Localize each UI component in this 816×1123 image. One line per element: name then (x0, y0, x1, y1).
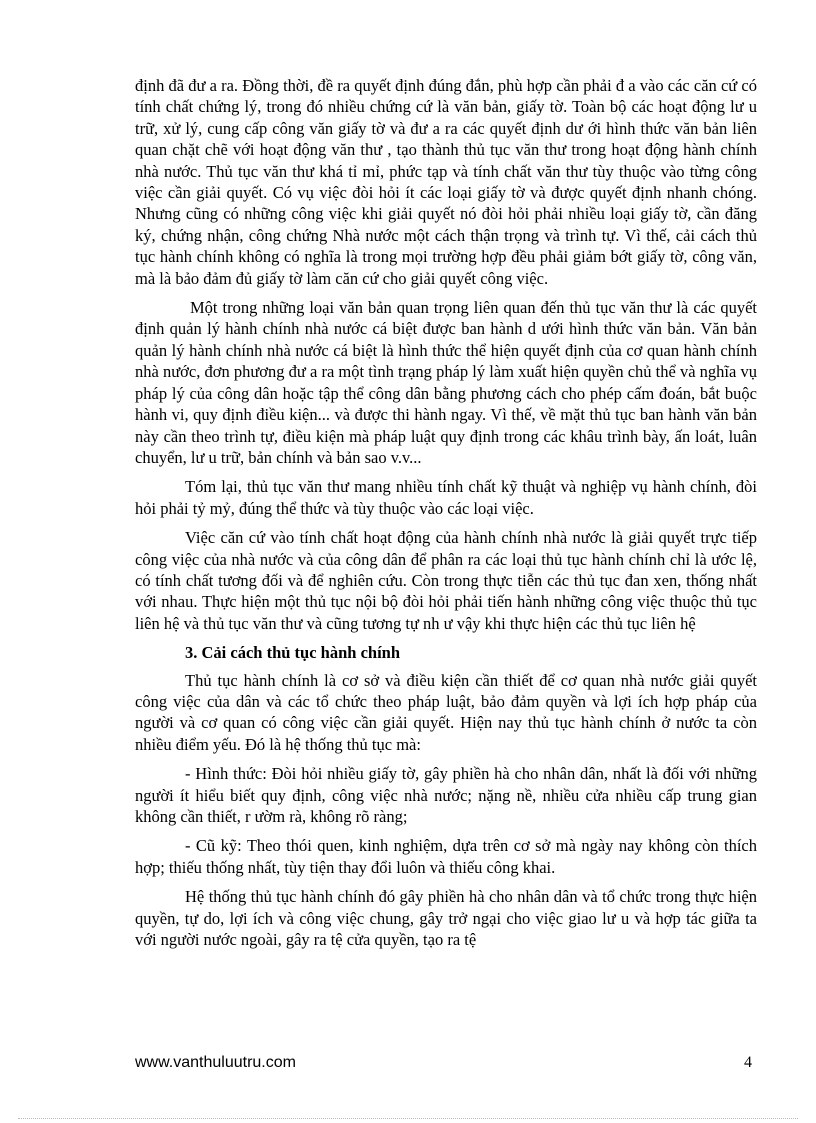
section-heading: 3. Cải cách thủ tục hành chính (185, 643, 401, 663)
paragraph-6: - Hình thức: Đòi hỏi nhiều giấy tờ, gây phiền hà cho nhân dân, nhất là đối với những người ít hiểu biết quy định, công việc nhà nước; nặng nề, nhiều cửa nhiều cấp trung gian không cần thiết, r ườm rà, không rõ ràng; (135, 764, 757, 826)
document-body (135, 75, 757, 958)
footer-website-link[interactable]: www.vanthuluutru.com (135, 1054, 296, 1071)
paragraph-3: Tóm lại, thủ tục văn thư mang nhiều tính chất kỹ thuật và nghiệp vụ hành chính, đòi hỏi phải tỷ mỷ, đúng thể thức và tùy thuộc vào các loại việc. (135, 477, 757, 518)
paragraph-1: định đã đư a ra. Đồng thời, đề ra quyết định đúng đắn, phù hợp cần phải đ a vào các căn cứ có tính chất chứng lý, trong đó nhiều chứng cứ là văn bản, giấy tờ. Toàn bộ các hoạt động lư u trữ, xử lý, cung cấp công văn giấy tờ và đư a ra các quyết định dư ới hình thức văn bản liên quan chặt chẽ với hoạt động văn thư , tạo thành thủ tục văn thư trong hoạt động hành chính nhà nước. Thủ tục văn thư khá tỉ mỉ, phức tạp và tính chất văn thư tùy thuộc vào từng công việc cần giải quyết. Có vụ việc đòi hỏi ít các loại giấy tờ và được quyết định nhanh chóng. Nhưng cũng có những công việc khi giải quyết nó đòi hỏi phải nhiều loại giấy tờ, cần đăng ký, chứng nhận, công chứng Nhà nước một cách thận trọng và trình tự. Vì thế, cải cách thủ tục hành chính không có nghĩa là trong mọi trường hợp đều phải giảm bớt giấy tờ, công văn, mà là bảo đảm đủ giấy tờ làm căn cứ cho giải quyết công việc. (135, 76, 757, 288)
paragraph-5: Thủ tục hành chính là cơ sở và điều kiện cần thiết để cơ quan nhà nước giải quyết công việc của dân và các tổ chức theo pháp luật, bảo đảm quyền và lợi ích hợp pháp của người và cơ quan có công việc cần giải quyết. Hiện nay thủ tục hành chính ở nước ta còn nhiều điểm yếu. Đó là hệ thống thủ tục mà: (135, 670, 757, 754)
paragraph-4: Việc căn cứ vào tính chất hoạt động của hành chính nhà nước là giải quyết trực tiếp công việc của nhà nước và của công dân để phân ra các loại thủ tục hành chính chỉ là ước lệ, có tính chất tương đối và để nghiên cứu. Còn trong thực tiễn các thủ tục đan xen, thống nhất với nhau. Thực hiện một thủ tục nội bộ đòi hỏi phải tiến hành những công việc thuộc thủ tục liên hệ và thủ tục văn thư và cũng tương tự nh ư vậy khi thực hiện các thủ tục liên hệ (135, 528, 757, 633)
page-number: 4 (744, 1054, 752, 1071)
paragraph-7: - Cũ kỹ: Theo thói quen, kinh nghiệm, dựa trên cơ sở mà ngày nay không còn thích hợp; thiếu thống nhất, tùy tiện thay đổi luôn và thiếu công khai. (135, 836, 757, 877)
page-bottom-divider (18, 1118, 798, 1119)
paragraph-8: Hệ thống thủ tục hành chính đó gây phiền hà cho nhân dân và tổ chức trong thực hiện quyền, tự do, lợi ích và công việc chung, gây trở ngại cho việc giao lư u và hợp tác giữa ta với người nước ngoài, gây ra tệ cửa quyền, tạo ra tệ (135, 887, 757, 950)
paragraph-2: Một trong những loại văn bản quan trọng liên quan đến thủ tục văn thư là các quyết định quản lý hành chính nhà nước cá biệt được ban hành d ưới hình thức văn bản. Văn bản quản lý hành chính nhà nước cá biệt là hình thức thể hiện quyết định của cơ quan hành chính nhà nước, đơn phương đư a ra một tình trạng pháp lý làm xuất hiện quyền chủ thể và nghĩa vụ pháp lý của công dân hoặc tập thể công dân bằng phương cách cho phép cấm đoán, bắt buộc hành vi, quy định điều kiện... và được thi hành ngay. Vì thế, về mặt thủ tục ban hành văn bản này cần theo trình tự, điều kiện mà pháp luật quy định trong các khâu trình bày, ấn loát, luân chuyển, lư u trữ, bản chính và bản sao v.v... (135, 298, 757, 467)
